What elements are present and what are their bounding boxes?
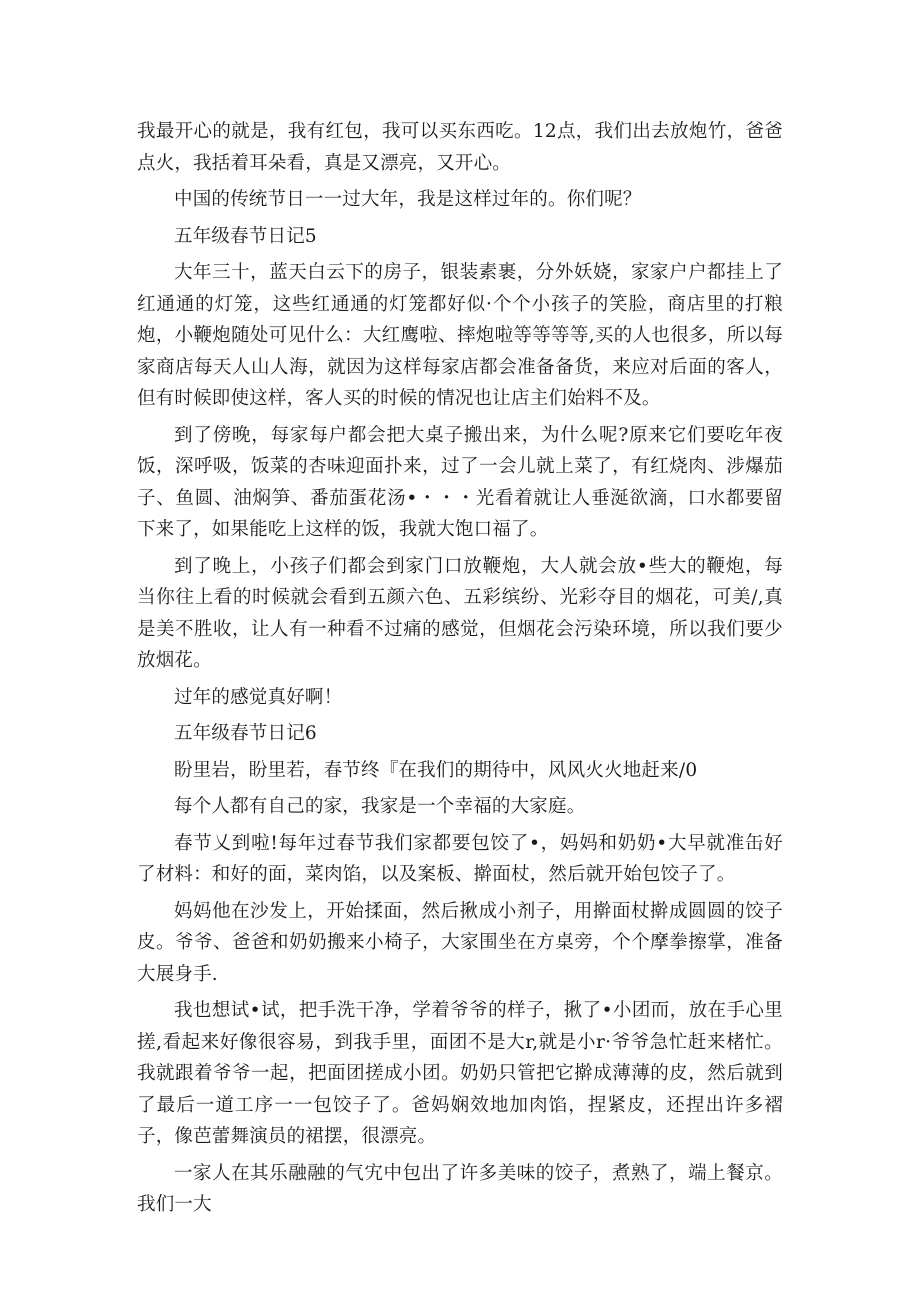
paragraph: 到了傍晚，每家每户都会把大桌子搬出来，为什么呢?原来它们要吃年夜饭，深呼吸，饭菜的杏味迎面扑来，过了一会儿就上菜了，有红烧肉、涉爆茄子、鱼圆、油焖笋、番茄蛋花汤•・・・光看着就让人垂涎欲滴，口水都要留下来了，如果能吃上这样的饭，我就大饱口福了。 xyxy=(137,424,783,540)
paragraph: 到了晚上，小孩子们都会到家门口放鞭炮，大人就会放•些大的鞭炮，每当你往上看的时候就会看到五颜六色、五彩缤纷、光彩夺目的烟花，可美/,真是美不胜收，让人有一种看不过痛的感觉，但烟花会污染环境，所以我们要少放烟花。 xyxy=(137,555,783,671)
paragraph: 过年的感觉真好啊！ xyxy=(174,686,343,708)
section-heading: 五年级春节日记5 xyxy=(174,225,317,247)
document-body xyxy=(137,116,783,1226)
paragraph: 妈妈他在沙发上，开始揉面，然后揪成小剂子，用擀面杖擀成圆圆的饺子皮。爷爷、爸爸和奶奶搬来小椅子，大家围坐在方桌旁，个个摩拳擦掌，准备大展身手. xyxy=(137,900,783,985)
paragraph: 我也想试•试，把手洗干净，学着爷爷的样子，揪了•小团而，放在手心里搓,看起来好像很容易，到我手里，面团不是大r,就是小r·爷爷急忙赶来楮忙。我就跟着爷爷一起，把面团搓成小团。奶奶只管把它擀成薄薄的皮，然后就到了最后一道工序一一包饺子了。爸妈娴效地加肉馅，捏紧皮，还捏出许多褶子，像芭蕾舞演员的裙摆，很漂亮。 xyxy=(137,1000,783,1147)
paragraph: 一家人在其乐融融的气宄中包出了许多美味的饺子，煮熟了，端上餐京。我们一大 xyxy=(137,1162,783,1215)
paragraph: 盼里岩，盼里若，春节终『在我们的期待中，风风火火地赶来/0 xyxy=(174,759,698,781)
section-heading: 五年级春节日记6 xyxy=(174,723,317,744)
paragraph: 大年三十，蓝天白云下的房子，银装素裹，分外妖娆，家家户户都挂上了红通通的灯笼，这些红通通的灯笼都好似·个个小孩子的笑脸，商店里的打粮炮，小鞭炮随处可见什么：大红鹰啦、摔炮啦等等等等,买的人也很多，所以每家商店每天人山人海，就因为这样每家店都会准备备货，来应对后面的客人，但有时候即使这样，客人买的时候的情况也让店主们始料不及。 xyxy=(137,262,783,409)
paragraph: 每个人都有自己的家，我家是一个幸福的大家庭。 xyxy=(174,796,586,817)
paragraph: 我最开心的就是，我有红包，我可以买东西吃。12点，我们出去放炮竹，爸爸点火，我括着耳朵看，真是又漂亮，又开心。 xyxy=(137,121,783,174)
paragraph: 春节乂到啦!每年过春节我们家都要包饺了•，妈妈和奶奶•大早就准缶好了材料：和好的面，菜肉馅，以及案板、擀面杖，然后就开始包饺子了。 xyxy=(137,832,783,885)
paragraph: 中国的传统节日一一过大年，我是这样过年的。你们呢？ xyxy=(174,189,642,210)
